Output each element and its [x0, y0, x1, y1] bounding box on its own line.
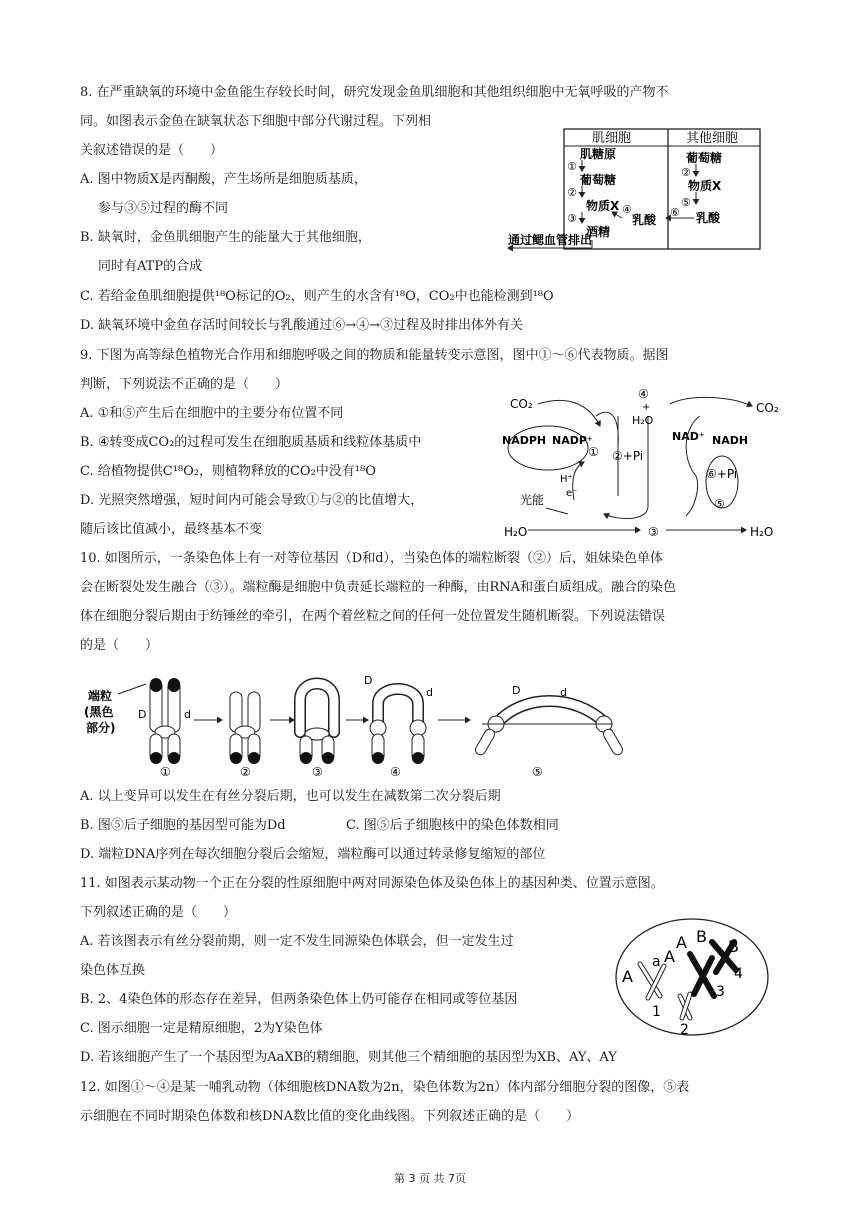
q11-stem-line2: 下列叙述正确的是（ ）: [80, 905, 237, 920]
q10-stage5-chromosome: [474, 701, 624, 757]
q11-label-1: 1: [652, 1004, 661, 1020]
q9-h2o-right: H₂O: [750, 525, 774, 539]
q9-option-d: D. 光照突然增强，短时间内可能会导致①与②的比值增大，: [80, 493, 424, 508]
q11-option-a-cont: 染色体互换: [80, 963, 146, 978]
q10-stage4-d: d: [426, 686, 433, 699]
q9-cpd3: ③: [648, 525, 659, 539]
q12-stem-line1: 12. 如图①～④是某一哺乳动物（体细胞核DNA数为2n，染色体数为2n）体内部分细胞分裂的图像，⑤表: [80, 1080, 690, 1095]
q11-gene-B2: B: [728, 937, 739, 956]
q11-gene-a: a: [652, 954, 661, 970]
q10-stem-line3: 体在细胞分裂后期由于纺锤丝的牵引，在两个着丝粒之间的任何一处位置发生随机断裂。下列说法错误: [80, 609, 666, 624]
q10-stage1-D: D: [138, 708, 147, 721]
q8-option-b: B. 缺氧时，金鱼肌细胞产生的能量大于其他细胞，: [80, 230, 371, 245]
q12-stem-line2: 示细胞在不同时期染色体数和核DNA数比值的变化曲线图。下列叙述正确的是（ ）: [80, 1109, 580, 1124]
q9-stem-line1: 9. 下图为高等绿色植物光合作用和细胞呼吸之间的物质和能量转变示意图，图中①～⑥代表物质。据图: [80, 348, 669, 363]
q8-lactate-left: 乳酸: [632, 213, 657, 227]
q10-option-a: A. 以上变异可以发生在有丝分裂后期，也可以发生在减数第二次分裂后期: [80, 789, 501, 804]
q9-cpd4: ④: [638, 387, 649, 401]
q9-stem-line2: 判断，下列说法不正确的是（ ）: [80, 377, 289, 392]
q8-step2: ②: [567, 186, 577, 199]
q8-option-d: D. 缺氧环境中金鱼存活时间较长与乳酸通过⑥→④→③过程及时排出体外有关: [80, 318, 524, 333]
q10-option-c: C. 图⑤后子细胞核中的染色体数相同: [346, 818, 559, 833]
q10-step5-label: ⑤: [532, 765, 543, 778]
q9-cpd5: ⑤: [714, 497, 725, 511]
page-footer: 第 3 页 共 7页: [394, 1172, 466, 1185]
q8-option-b-cont: 同时有ATP的合成: [98, 259, 203, 274]
q10-stem-line2: 会在断裂处发生融合（③）。端粒酶是细胞中负责延长端粒的一种酶，由RNA和蛋白质组成。融合的染色: [80, 580, 677, 595]
q11-option-d: D. 若该细胞产生了一个基因型为AaXB的精细胞，则其他三个精细胞的基因型为XB、AY、AY: [80, 1050, 617, 1065]
q10-stage2-chromosome: [230, 692, 260, 764]
q8-step-right-2: ②: [681, 166, 691, 179]
q9-cpd6-pi: ⑥+Pi: [706, 467, 738, 481]
q9-nadph: NADPH: [502, 434, 547, 447]
q9-nadp: NADP⁺: [552, 434, 593, 447]
q10-step3-label: ③: [312, 765, 323, 778]
q8-metabolism-figure: [500, 124, 790, 260]
q8-stem-line3: 关叙述错误的是（ ）: [80, 143, 224, 158]
q11-option-c: C. 图示细胞一定是精原细胞，2为Y染色体: [80, 1021, 323, 1036]
q11-gene-A1: A: [622, 967, 633, 986]
q9-light-energy: 光能: [520, 493, 545, 507]
q9-h-plus: H⁺: [560, 474, 573, 485]
q8-step6: ⑥: [670, 206, 680, 219]
q9-nadh: NADH: [712, 434, 749, 447]
q10-step4-label: ④: [390, 765, 401, 778]
q10-option-b: B. 图⑤后子细胞的基因型可能为Dd: [80, 818, 286, 833]
q10-chromosome-figure: [84, 670, 624, 778]
q8-lactate-right: 乳酸: [696, 211, 721, 225]
q10-telomere-label1: 端粒: [88, 689, 113, 703]
q9-h2o-left: H₂O: [504, 525, 528, 539]
q10-stage1-chromosome: [150, 678, 180, 764]
q11-label-4: 4: [734, 966, 743, 982]
q8-stem-line2: 同。如图表示金鱼在缺氧状态下细胞中部分代谢过程。下列相: [80, 114, 432, 129]
q11-label-3: 3: [716, 984, 725, 1000]
q9-energy-figure: [500, 386, 790, 548]
q10-option-d: D. 端粒DNA序列在每次细胞分裂后会缩短，端粒酶可以通过转录修复缩短的部位: [80, 847, 546, 862]
q10-step2-label: ②: [240, 765, 251, 778]
q10-stage4-chromosome: [370, 689, 426, 764]
q11-gene-B1: B: [696, 927, 707, 946]
q9-nad: NAD⁺: [672, 430, 705, 443]
q8-glycogen: 肌糖原: [580, 147, 617, 161]
q10-stage3-chromosome: [300, 684, 334, 765]
q8-glucose-right: 葡萄糖: [686, 151, 723, 165]
q9-option-a: A. ①和⑤产生后在细胞中的主要分布位置不同: [80, 406, 344, 421]
q8-exit-label: 通过鳃血管排出: [508, 233, 593, 247]
q11-option-a: A. 若该图表示有丝分裂前期，则一定不发生同源染色体联会，但一定发生过: [80, 934, 514, 949]
q8-step1: ①: [567, 160, 577, 173]
q10-stem-line4: 的是（ ）: [80, 638, 159, 653]
q10-stage5-D: D: [512, 684, 521, 697]
q9-co2-right: CO₂: [756, 401, 779, 415]
q8-option-a: A. 图中物质X是丙酮酸，产生场所是细胞质基质，: [80, 172, 367, 187]
q9-plus: +: [642, 402, 651, 413]
q9-option-c: C. 给植物提供C¹⁸O₂，则植物释放的CO₂中没有¹⁸O: [80, 464, 376, 479]
q8-other-title: 其他细胞: [686, 131, 739, 146]
q8-option-a-cont: 参与③⑤过程的酶不同: [98, 201, 229, 216]
q8-step4: ④: [622, 203, 632, 216]
q11-cell-figure: [612, 914, 772, 1040]
q8-muscle-title: 肌细胞: [592, 131, 632, 146]
q9-cpd2-pi: ②+Pi: [612, 449, 644, 463]
q11-chromosome-2: [680, 994, 690, 1018]
q9-option-d-cont: 随后该比值减小，最终基本不变: [80, 522, 263, 537]
q8-stem-line1: 8. 在严重缺氧的环境中金鱼能生存较长时间，研究发现金鱼肌细胞和其他组织细胞中无氧呼吸的产物不: [80, 85, 669, 100]
q8-alcohol: 酒精: [586, 225, 611, 239]
q11-gene-A2: A: [664, 947, 675, 966]
q10-telomere-label2: (黑色: [84, 705, 114, 719]
q11-chromosome-3: [690, 954, 714, 996]
q9-h2o-mid: H₂O: [632, 414, 654, 427]
q11-label-2: 2: [680, 1022, 689, 1038]
q8-option-c: C. 若给金鱼肌细胞提供¹⁸O标记的O₂，则产生的水含有¹⁸O，CO₂中也能检测到¹⁸O: [80, 289, 554, 304]
q10-stage5-d: d: [560, 686, 567, 699]
q8-step3: ③: [567, 212, 577, 225]
q8-x-left: 物质X: [586, 199, 620, 213]
q10-stage1-d: d: [184, 708, 191, 721]
q10-step1-label: ①: [160, 765, 171, 778]
q9-cpd1: ①: [588, 445, 599, 459]
q10-telomere-label3: 部分): [86, 721, 116, 735]
q9-e-minus: e⁻: [566, 488, 578, 499]
q8-glucose-left: 葡萄糖: [580, 173, 617, 187]
q10-stage4-D: D: [364, 674, 373, 687]
q9-co2-left: CO₂: [510, 397, 533, 411]
q10-stem-line1: 10. 如图所示，一条染色体上有一对等位基因（D和d），当染色体的端粒断裂（②）后，姐妹染色单体: [80, 551, 664, 566]
q8-x-right: 物质X: [688, 179, 722, 193]
q11-stem-line1: 11. 如图表示某动物一个正在分裂的性原细胞中两对同源染色体及染色体上的基因种类、位置示意图。: [80, 876, 664, 891]
q11-gene-A3: A: [676, 933, 687, 952]
q11-option-b: B. 2、4染色体的形态存在差异，但两条染色体上仍可能存在相同或等位基因: [80, 992, 518, 1007]
q8-step5: ⑤: [681, 196, 691, 209]
q9-option-b: B. ④转变成CO₂的过程可发生在细胞质基质和线粒体基质中: [80, 435, 422, 450]
